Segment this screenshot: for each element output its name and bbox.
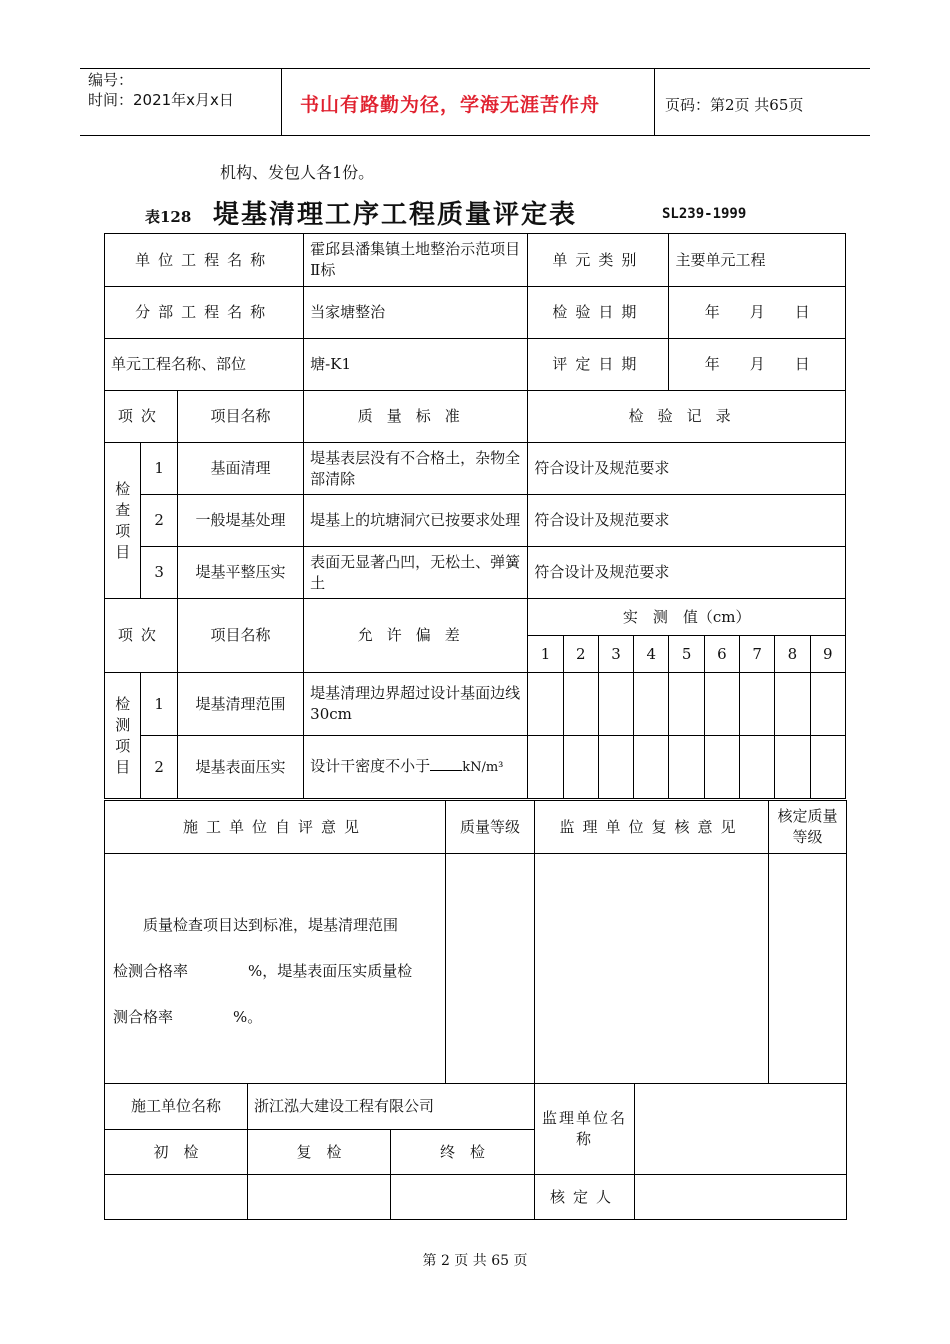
measure-col-seq: 项次 xyxy=(105,599,178,673)
check-row-record: 符合设计及规范要求 xyxy=(528,443,846,495)
first-check-label: 初 检 xyxy=(105,1130,248,1175)
measure-num: 9 xyxy=(810,636,845,673)
header-top-rule xyxy=(80,68,870,69)
check-col-standard: 质量标准 xyxy=(304,391,528,443)
check-col-seq: 项次 xyxy=(105,391,178,443)
unit-type-value: 主要单元工程 xyxy=(669,234,846,287)
signature-row xyxy=(105,1175,847,1220)
header-divider-1 xyxy=(281,68,282,136)
check-row-name: 基面清理 xyxy=(177,443,303,495)
quality-grade-label: 质量等级 xyxy=(446,801,535,854)
unit-type-label: 单元类别 xyxy=(528,234,669,287)
measure-cell[interactable] xyxy=(598,673,633,736)
header-code: 编号： xyxy=(88,71,134,89)
measure-row-seq: 2 xyxy=(141,736,177,799)
inspect-date-value: 年 月 日 xyxy=(669,287,846,339)
measure-group-label: 检测项目 xyxy=(105,673,141,799)
header-divider-2 xyxy=(654,68,655,136)
unit-project-label: 单位工程名称 xyxy=(105,234,304,287)
measure-cell[interactable] xyxy=(704,673,739,736)
header-meta xyxy=(88,70,234,110)
check-col-name: 项目名称 xyxy=(177,391,303,443)
check-row-name: 一般堤基处理 xyxy=(177,495,303,547)
check-row-3 xyxy=(105,547,846,599)
check-row-record: 符合设计及规范要求 xyxy=(528,547,846,599)
contractor-label: 施工单位名称 xyxy=(105,1084,248,1130)
evaluation-header-row xyxy=(105,801,847,854)
measure-cell[interactable] xyxy=(810,736,845,799)
measure-col-name: 项目名称 xyxy=(177,599,303,673)
unit-project-value: 霍邱县潘集镇土地整治示范项目Ⅱ标 xyxy=(304,234,528,287)
evaluation-body-row xyxy=(105,854,847,1084)
header-bottom-rule xyxy=(80,135,870,136)
evaluation-section xyxy=(104,800,847,1220)
contractor-value: 浙江泓大建设工程有限公司 xyxy=(248,1084,535,1130)
check-col-record: 检验记录 xyxy=(528,391,846,443)
eval-date-value: 年 月 日 xyxy=(669,339,846,391)
check-row-seq: 2 xyxy=(141,495,177,547)
opinion-line-2: 检测合格率 %，堤基表面压实质量检 xyxy=(113,962,413,980)
check-row-seq: 1 xyxy=(141,443,177,495)
measure-cell[interactable] xyxy=(704,736,739,799)
check-row-standard: 堤基表层没有不合格土，杂物全部清除 xyxy=(304,443,528,495)
header-motto: 书山有路勤为径，学海无涯苦作舟 xyxy=(300,94,601,116)
standard-code: SL239-1999 xyxy=(662,206,747,222)
table-number: 表128 xyxy=(145,208,192,226)
measure-cell[interactable] xyxy=(810,673,845,736)
measure-cell[interactable] xyxy=(634,736,669,799)
eval-date-label: 评定日期 xyxy=(528,339,669,391)
measure-row-tolerance xyxy=(304,736,528,799)
check-row-record: 符合设计及规范要求 xyxy=(528,495,846,547)
quality-grade-cell[interactable] xyxy=(446,854,535,1084)
re-check-signature[interactable] xyxy=(248,1175,391,1220)
measure-cell[interactable] xyxy=(634,673,669,736)
measure-cell[interactable] xyxy=(740,736,775,799)
info-row-division xyxy=(105,287,846,339)
measure-cell[interactable] xyxy=(528,736,563,799)
page-footer: 第 2 页 共 65 页 xyxy=(422,1253,528,1269)
verifier-label: 核定人 xyxy=(535,1175,635,1220)
measure-cell[interactable] xyxy=(740,673,775,736)
self-eval-opinion[interactable] xyxy=(105,854,446,1084)
measure-cell[interactable] xyxy=(528,673,563,736)
measure-num: 5 xyxy=(669,636,704,673)
measure-row-1 xyxy=(105,673,846,736)
check-row-seq: 3 xyxy=(141,547,177,599)
measure-row-name: 堤基表面压实 xyxy=(177,736,303,799)
check-row-standard: 堤基上的坑塘洞穴已按要求处理 xyxy=(304,495,528,547)
measure-cell[interactable] xyxy=(775,736,810,799)
element-label: 单元工程名称、部位 xyxy=(105,339,304,391)
final-check-signature[interactable] xyxy=(391,1175,535,1220)
measure-row-tolerance: 堤基清理边界超过设计基面边线30cm xyxy=(304,673,528,736)
measure-cell[interactable] xyxy=(775,673,810,736)
division-label: 分部工程名称 xyxy=(105,287,304,339)
self-eval-label: 施工单位自评意见 xyxy=(105,801,446,854)
supervisor-name-label: 监理单位名 称 xyxy=(535,1084,635,1175)
measure-row-2 xyxy=(105,736,846,799)
re-check-label: 复 检 xyxy=(248,1130,391,1175)
inspect-date-label: 检验日期 xyxy=(528,287,669,339)
opinion-line-1: 质量检查项目达到标准，堤基清理范围 xyxy=(143,916,399,934)
measure-num: 4 xyxy=(634,636,669,673)
measure-num: 7 xyxy=(740,636,775,673)
measure-num: 1 xyxy=(528,636,563,673)
measure-num: 6 xyxy=(704,636,739,673)
measure-num: 8 xyxy=(775,636,810,673)
measure-row-seq: 1 xyxy=(141,673,177,736)
check-header-row xyxy=(105,391,846,443)
measure-num: 3 xyxy=(598,636,633,673)
check-row-name: 堤基平整压实 xyxy=(177,547,303,599)
header-page-info: 页码：第2页 共65页 xyxy=(665,96,804,114)
header-time: 时间：2021年x月x日 xyxy=(88,91,234,109)
tolerance-unit: kN/m³ xyxy=(462,760,504,775)
measure-header-row xyxy=(105,599,846,636)
division-value: 当家塘整治 xyxy=(304,287,528,339)
page-title: 堤基清理工序工程质量评定表 xyxy=(213,200,578,230)
supervisor-review-cell[interactable] xyxy=(535,854,769,1084)
check-group-label: 检查项目 xyxy=(105,443,141,599)
measure-cell[interactable] xyxy=(563,673,598,736)
measure-cell[interactable] xyxy=(669,673,704,736)
check-row-1 xyxy=(105,443,846,495)
quality-evaluation-form xyxy=(104,233,846,799)
contractor-row xyxy=(105,1084,847,1130)
supervisor-review-label: 监理单位复核意见 xyxy=(535,801,769,854)
final-check-label: 终 检 xyxy=(391,1130,535,1175)
measure-num: 2 xyxy=(563,636,598,673)
info-row-element xyxy=(105,339,846,391)
measure-col-tolerance: 允许偏差 xyxy=(304,599,528,673)
info-row-unit xyxy=(105,234,846,287)
verified-grade-cell[interactable] xyxy=(769,854,847,1084)
supervisor-name-value[interactable] xyxy=(635,1084,847,1175)
measure-row-name: 堤基清理范围 xyxy=(177,673,303,736)
opinion-line-3: 测合格率 %。 xyxy=(113,1008,263,1026)
density-blank[interactable] xyxy=(430,756,462,771)
check-row-standard: 表面无显著凸凹，无松土、弹簧土 xyxy=(304,547,528,599)
tolerance-prefix: 设计干密度不小于 xyxy=(310,757,431,775)
measure-cell[interactable] xyxy=(598,736,633,799)
intro-text: 机构、发包人各1份。 xyxy=(220,163,375,182)
measure-cell[interactable] xyxy=(669,736,704,799)
verified-grade-label: 核定质量等级 xyxy=(769,801,847,854)
verifier-signature[interactable] xyxy=(635,1175,847,1220)
measure-cell[interactable] xyxy=(563,736,598,799)
element-value: 塘-K1 xyxy=(304,339,528,391)
first-check-signature[interactable] xyxy=(105,1175,248,1220)
measure-col-measured: 实 测 值（cm） xyxy=(528,599,846,636)
check-row-2 xyxy=(105,495,846,547)
